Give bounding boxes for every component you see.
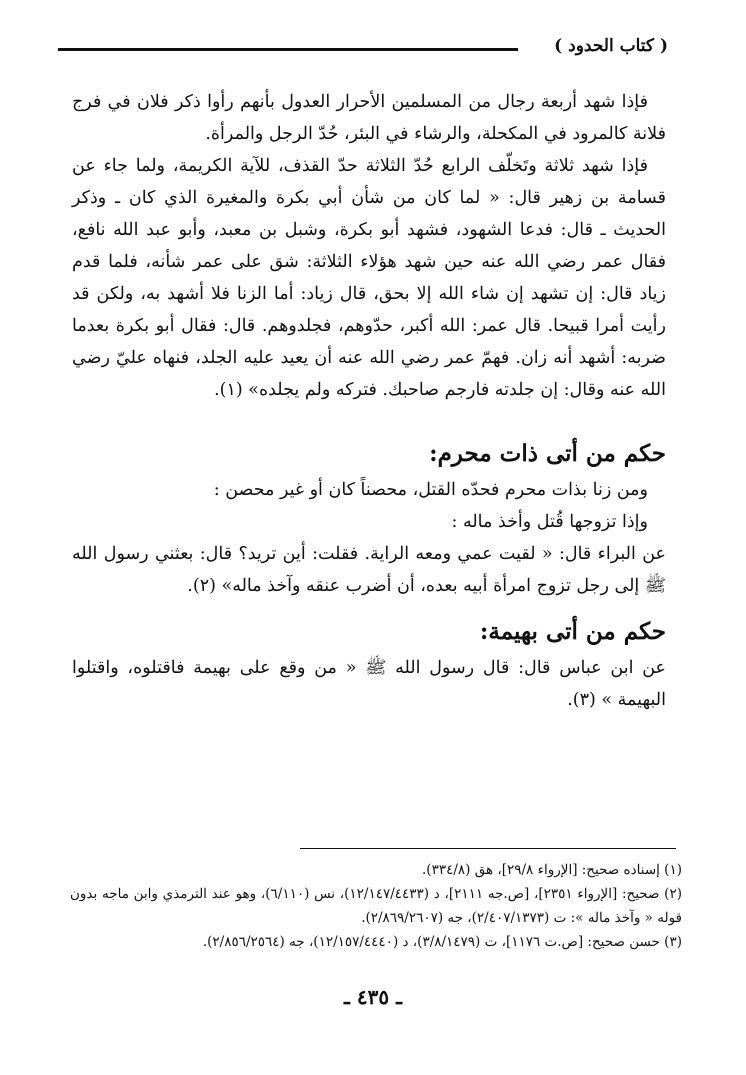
paragraph-ibn-abbas-hadith: عن ابن عباس قال: قال رسول الله ﷺ « من وقع على بهيمة فاقتلوه، واقتلوا البهيمة » (٣). (72, 658, 666, 710)
main-text (72, 86, 666, 716)
footnote-3: (٣) حسن صحيح: [ص.ت ١١٧٦]، ت (٣/٨/١٤٧٩)، د (١٢/١٥٧/٤٤٤٠)، جه (٢/٨٥٦/٢٥٦٤). (202, 934, 682, 950)
footnote-2: (٢) صحيح: [الإرواء ٢٣٥١]، [ص.جه ٢١١١]، د (١٢/١٤٧/٤٤٣٣)، نس (٦/١١٠)، وهو عند الترمذي وابن ماجه بدون قوله « وآخذ ماله »: ت (٢/٤٠٧/١٣٧٣)، جه (٢/٨٦٩/٢٦٠٧). (70, 886, 682, 926)
paragraph-mahram-ruling: ومن زنا بذات محرم فحدّه القتل، محصناً كان أو غير محصن : (213, 480, 648, 500)
footnote-separator (300, 848, 676, 849)
section-heading-mahram: حكم من أتى ذات محرم: (429, 440, 666, 467)
paragraph-three-witnesses: فإذا شهد ثلاثة وتَخلّف الرابع حُدّ الثلاثة حدّ القذف، للآية الكريمة، ولما جاء عن قسامة بن زهير قال: « لما كان من شأن أبي بكرة والمغيرة الذي كان ـ وذكر الحديث ـ قال: فدعا الشهود، فشهد أبو بكرة، وشبل بن معبد، وأبو عبد الله نافع، فقال عمر رضي الله عنه حين شهد هؤلاء الثلاثة: شق على عمر شأنه، فلما قدم زياد قال: إن تشهد إن شاء الله إلا بحق، قال زياد: أما الزنا فلا أشهد به، ولكن قد رأيت أمرا قبيحا. قال عمر: الله أكبر، حدّوهم، فجلدوهم. قال: فقال أبو بكرة بعدما ضربه: أشهد أنه زان. فهمّ عمر رضي الله عنه أن يعيد عليه الجلد، فنهاه عليّ رضي الله عنه وقال: إن جلدته فارجم صاحبك. فتركه ولم يجلده» (١). (72, 156, 666, 400)
running-header (58, 36, 668, 64)
footnote-1: (١) إسناده صحيح: [الإرواء ٢٩/٨]، هق (٣٣٤/٨). (422, 862, 682, 878)
paragraph-four-witnesses: فإذا شهد أربعة رجال من المسلمين الأحرار العدول بأنهم رأوا ذكر فلان في فرج فلانة كالمرود في المكحلة، والرشاء في البئر، حُدّ الرجل والمرأة. (72, 92, 666, 144)
footnotes (70, 858, 682, 954)
paragraph-mahram-marriage: وإذا تزوجها قُتل وأخذ ماله : (451, 512, 648, 532)
paragraph-bara-hadith: عن البراء قال: « لقيت عمي ومعه الراية. فقلت: أين تريد؟ قال: بعثني رسول الله ﷺ إلى رجل تزوج امرأة أبيه بعده، أن أضرب عنقه وآخذ ماله» (٢). (72, 544, 666, 596)
page-number: ـ ٤٣٥ ـ (344, 985, 402, 1009)
header-rule (58, 48, 518, 51)
section-heading-animal: حكم من أتى بهيمة: (479, 618, 666, 645)
chapter-title: ( كتاب الحدود ) (554, 36, 668, 56)
